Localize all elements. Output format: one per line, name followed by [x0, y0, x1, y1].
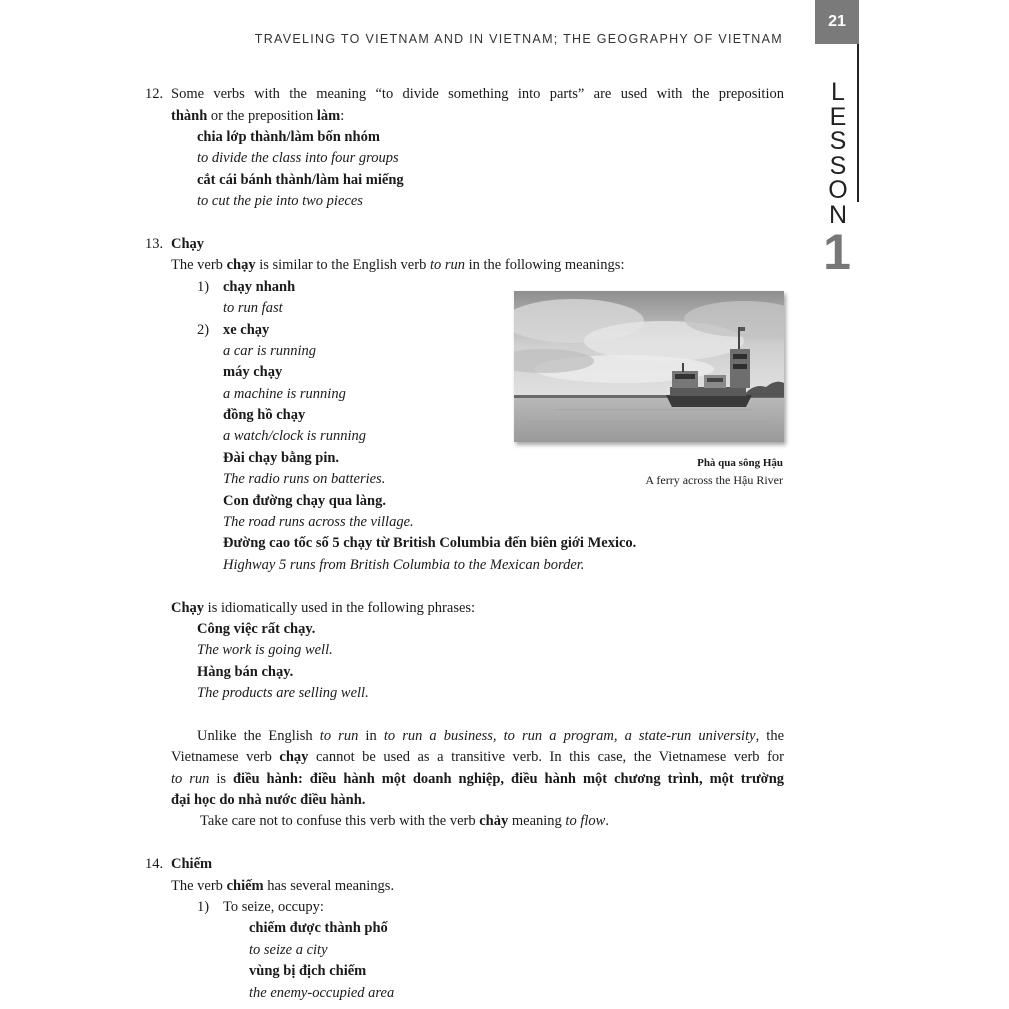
list-number: 1) — [197, 279, 210, 295]
lesson-letter: E — [829, 102, 847, 131]
section-heading: Chiếm — [171, 856, 213, 872]
text: Unlike the English — [197, 728, 320, 744]
en-translation: to run fast — [223, 300, 283, 316]
text: meaning — [508, 813, 566, 829]
text: is similar to the English verb — [255, 257, 430, 273]
running-header: TRAVELING TO VIETNAM AND IN VIETNAM; THE GEOGRAPHY OF VIETNAM — [254, 32, 783, 46]
item-number: 13. — [145, 236, 164, 252]
photo-caption-en: A ferry across the Hậu River — [645, 473, 783, 487]
vn-term: làm — [316, 108, 341, 124]
vn-example: đồng hồ chạy — [223, 407, 306, 423]
vn-example: Công việc rất chạy. — [197, 621, 316, 637]
text: Vietnamese verb — [171, 749, 280, 765]
vn-term: thành — [171, 108, 208, 124]
vn-example: xe chạy — [223, 322, 270, 338]
vn-example: Con đường chạy qua làng. — [223, 493, 386, 509]
text: is — [209, 771, 233, 787]
paragraph-line — [171, 255, 624, 275]
lesson-letter: L — [831, 78, 845, 106]
en-translation: The work is going well. — [197, 642, 333, 658]
en-term: to run a business, to run a program, a state-run university — [383, 728, 756, 744]
paragraph-line — [171, 106, 344, 126]
text: The verb — [171, 257, 227, 273]
vn-example: Đường cao tốc số 5 chạy từ British Columbia đến biên giới Mexico. — [223, 535, 637, 551]
paragraph-line — [197, 726, 784, 746]
text: in — [358, 728, 384, 744]
text: The verb — [171, 878, 227, 894]
en-translation: to seize a city — [249, 942, 328, 958]
vn-term: điều hành: điều hành một doanh nghiệp, điều hành một chương trình, một trường — [232, 771, 785, 787]
lesson-label — [820, 80, 856, 227]
en-term: to run — [429, 257, 465, 273]
en-translation: The radio runs on batteries. — [223, 471, 386, 487]
vn-example: chia lớp thành/làm bốn nhóm — [197, 129, 380, 145]
en-term: to run — [171, 771, 210, 787]
text: Take care not to confuse this verb with the verb — [200, 813, 480, 829]
lesson-letter: N — [828, 200, 848, 229]
vn-example: vùng bị địch chiếm — [249, 963, 367, 979]
vn-example: Hàng bán chạy. — [197, 664, 294, 680]
list-number: 1) — [197, 899, 210, 915]
en-translation: the enemy-occupied area — [249, 985, 395, 1001]
vn-term: Chạy — [171, 600, 205, 616]
vn-example: cắt cái bánh thành/làm hai miếng — [197, 172, 404, 188]
list-number: 2) — [197, 322, 210, 338]
paragraph-line: đại học do nhà nước điều hành. — [171, 792, 366, 808]
en-term: to run — [319, 728, 359, 744]
lesson-letter: S — [829, 151, 847, 180]
ferry-photo — [514, 291, 784, 442]
vn-term: chiếm — [226, 878, 264, 894]
text: : — [340, 108, 345, 124]
en-translation: to divide the class into four groups — [197, 150, 399, 166]
paragraph-line — [171, 769, 784, 789]
paragraph-line — [200, 811, 609, 831]
paragraph-line — [171, 598, 475, 618]
en-translation: The products are selling well. — [197, 685, 369, 701]
lesson-letter: S — [829, 127, 847, 155]
en-translation: Highway 5 runs from British Columbia to the Mexican border. — [223, 557, 585, 573]
en-term: to flow — [565, 813, 606, 829]
en-translation: to cut the pie into two pieces — [197, 193, 363, 209]
en-translation: a machine is running — [223, 386, 346, 402]
lesson-number: 1 — [823, 224, 851, 280]
vn-example: chiếm được thành phố — [249, 920, 388, 936]
item-number: 12. — [145, 86, 164, 102]
text: is idiomatically used in the following phrases: — [204, 600, 476, 616]
text: has several meanings. — [263, 878, 395, 894]
paragraph-line — [171, 876, 394, 896]
vn-example: Đài chạy bằng pin. — [223, 450, 340, 466]
section-heading: Chạy — [171, 236, 205, 252]
en-translation: a car is running — [223, 343, 317, 359]
vn-term: chạy — [226, 257, 256, 273]
text: in the following meanings: — [465, 257, 625, 273]
vn-example: máy chạy — [223, 364, 283, 380]
lesson-letter: O — [828, 176, 848, 204]
en-translation: a watch/clock is running — [223, 428, 366, 444]
item-number: 14. — [145, 856, 164, 872]
page-number: 21 — [815, 0, 859, 44]
text: . — [605, 813, 609, 829]
paragraph-line: Some verbs with the meaning “to divide something into parts” are used with the preposition — [171, 86, 784, 102]
paragraph-line — [171, 747, 784, 767]
vn-term: chảy — [479, 813, 509, 829]
text: or the preposition — [207, 108, 317, 124]
text: cannot be used as a transitive verb. In this case, the Vietnamese verb for — [308, 749, 785, 765]
en-translation: The road runs across the village. — [223, 514, 414, 530]
photo-caption-vn: Phà qua sông Hậu — [697, 457, 783, 469]
meaning-label: To seize, occupy: — [223, 899, 324, 915]
vn-example: chạy nhanh — [223, 279, 296, 295]
text: , the — [755, 728, 785, 744]
vn-term: chạy — [279, 749, 309, 765]
lesson-tab-rule — [857, 44, 859, 202]
